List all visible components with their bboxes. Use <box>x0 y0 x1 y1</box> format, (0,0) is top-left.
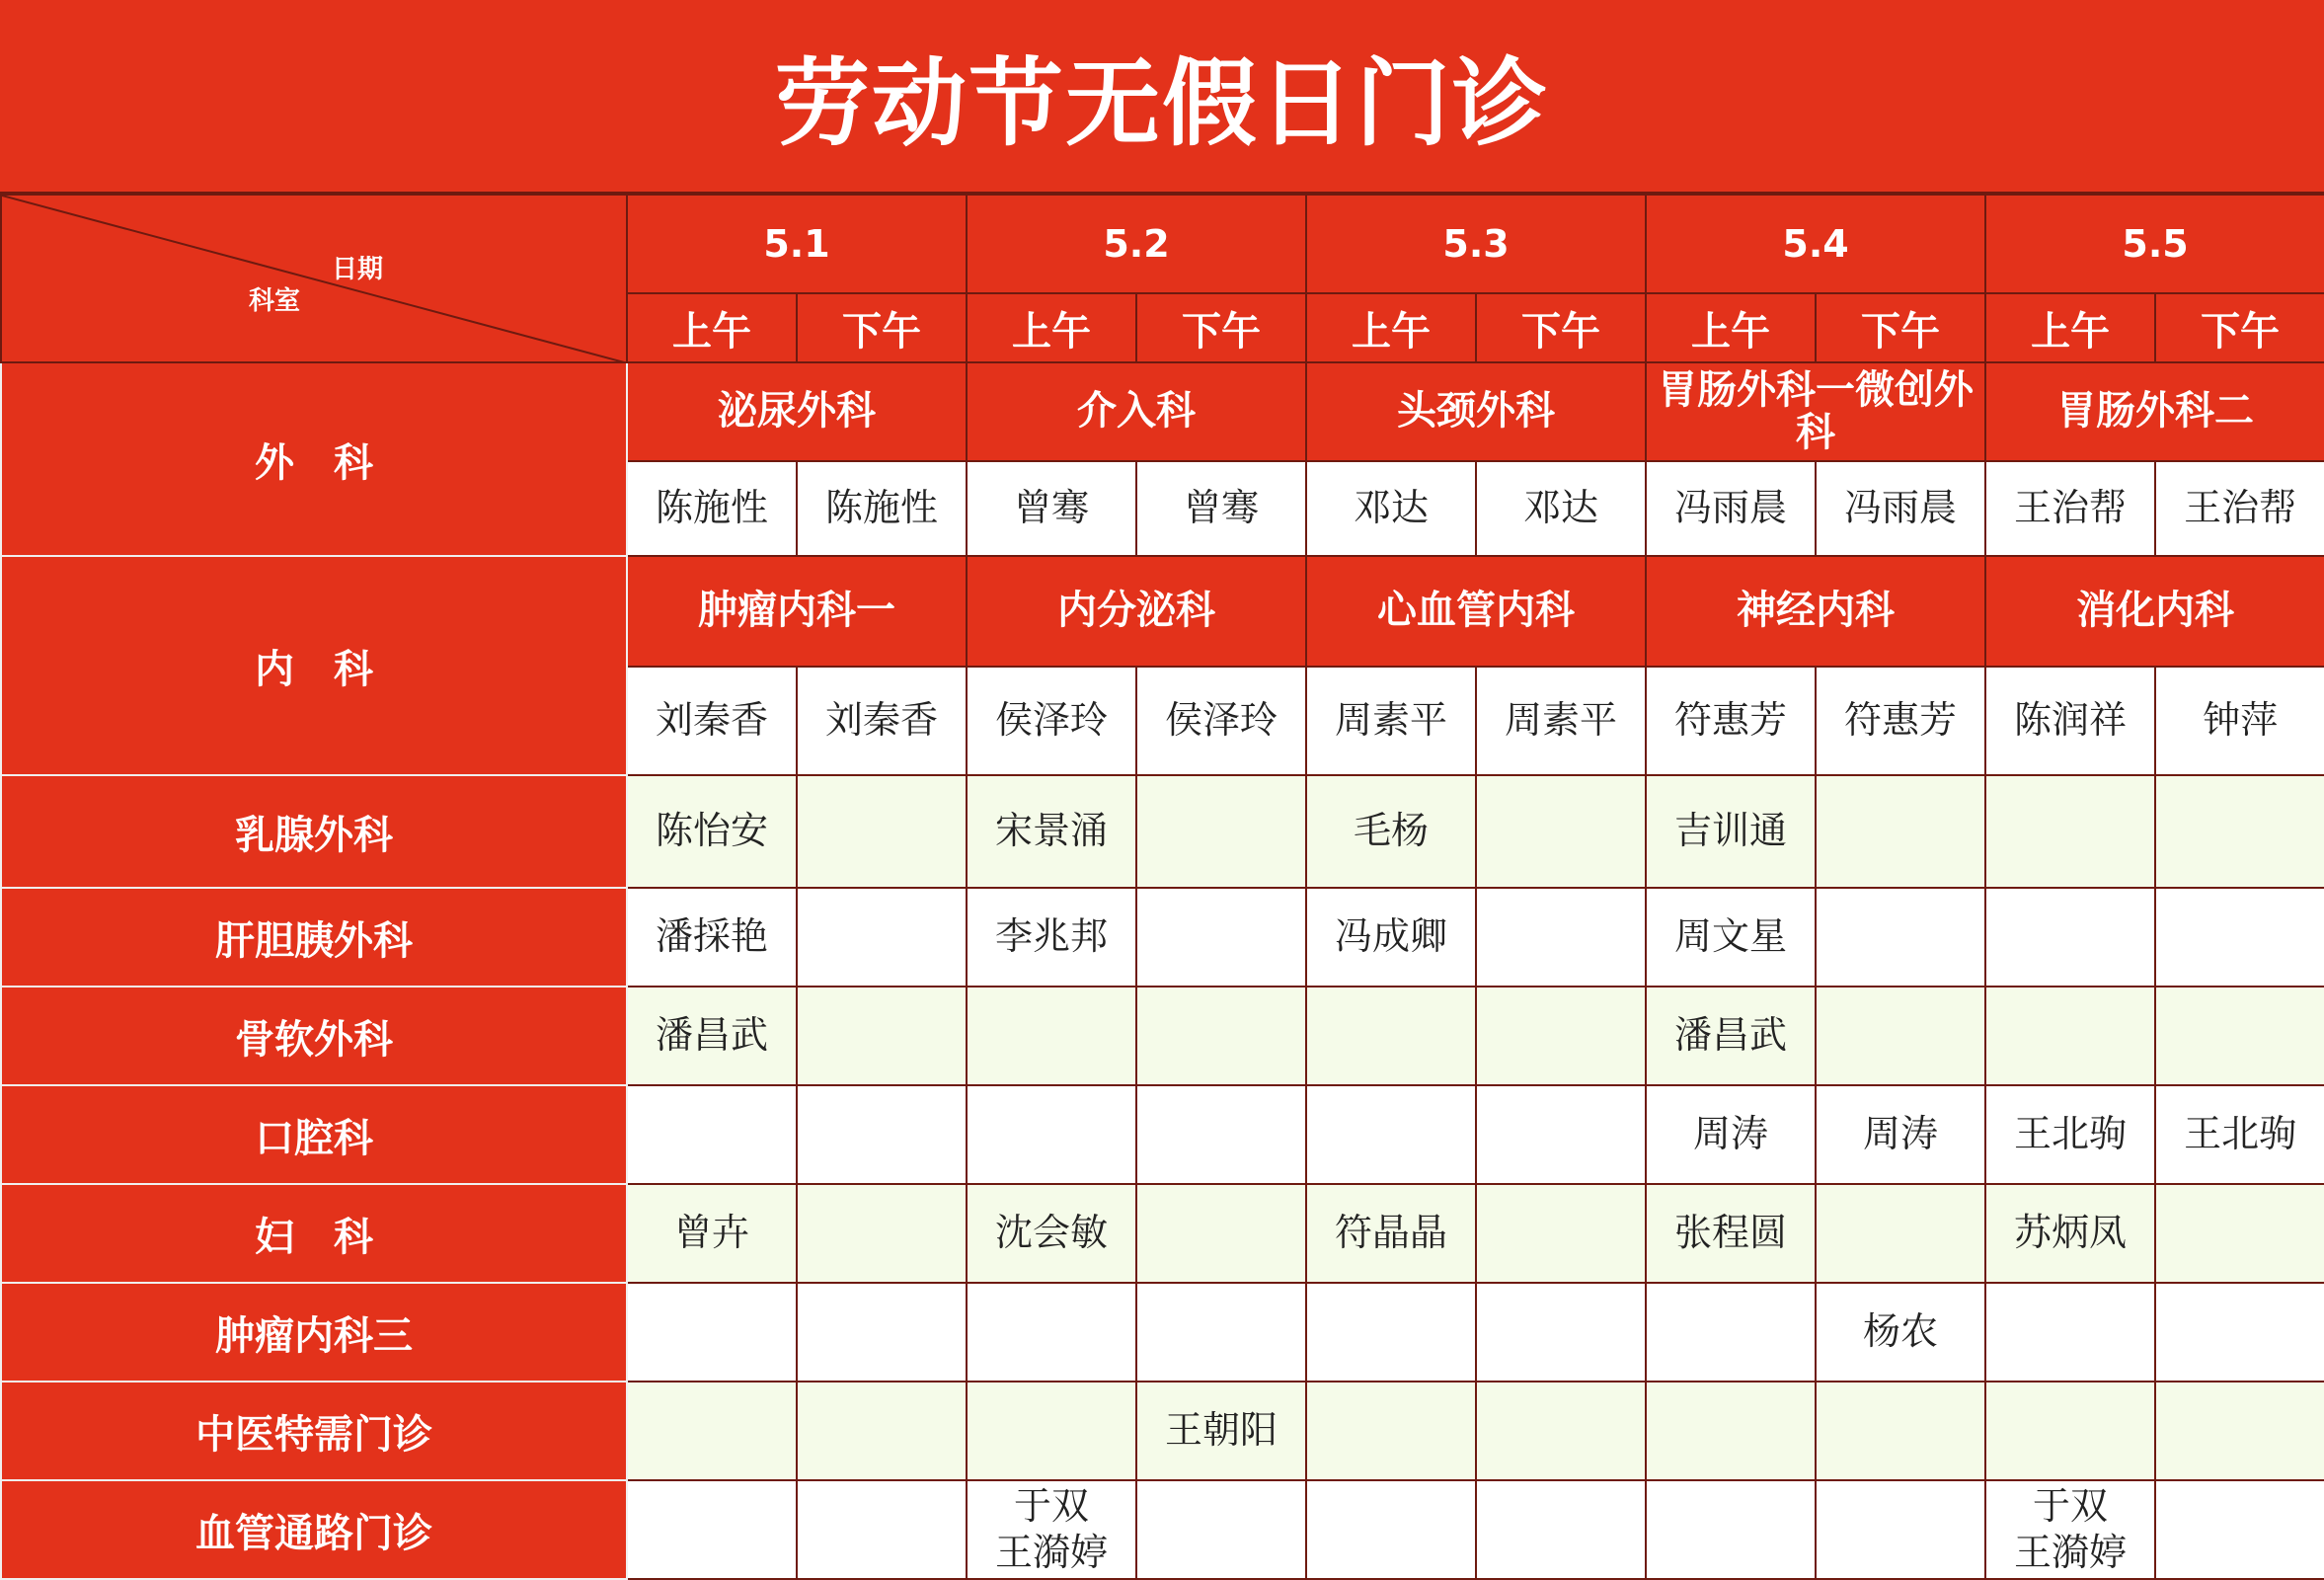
pm-header: 下午 <box>1816 293 1985 362</box>
doctor-cell <box>1646 1085 1816 1184</box>
doctor-name: 于双 <box>2033 1483 2109 1528</box>
doctor-cell <box>797 888 967 987</box>
doctor-cell <box>1476 1382 1646 1480</box>
doctor-cell <box>627 1184 797 1283</box>
date-header: 5.4 <box>1646 195 1985 293</box>
doctor-cell <box>967 1184 1136 1283</box>
am-header: 上午 <box>1985 293 2155 362</box>
doctor-cell <box>967 1382 1136 1480</box>
doctor-cell: 曾骞 <box>1136 461 1306 556</box>
doctor-name: 杨农 <box>1863 1309 1939 1354</box>
doctor-cell <box>967 775 1136 888</box>
doctor-cell <box>1816 888 1985 987</box>
department-header: 泌尿外科 <box>627 362 967 461</box>
doctor-cell <box>1136 775 1306 888</box>
doctor-cell: 符惠芳 <box>1646 667 1816 775</box>
doctor-name: 周涛 <box>1693 1112 1769 1156</box>
department-label: 口腔科 <box>1 1085 627 1184</box>
doctor-cell <box>797 1382 967 1480</box>
doctor-cell: 邓达 <box>1476 461 1646 556</box>
doctor-cell <box>1136 888 1306 987</box>
doctor-cell <box>1136 987 1306 1085</box>
doctor-cell <box>797 1480 967 1579</box>
doctor-name: 李兆邦 <box>995 914 1109 959</box>
doctor-cell: 陈施性 <box>627 461 797 556</box>
doctor-cell: 钟萍 <box>2155 667 2324 775</box>
doctor-cell: 陈施性 <box>797 461 967 556</box>
doctor-cell <box>1985 775 2155 888</box>
doctor-cell <box>627 775 797 888</box>
department-row <box>1 1184 2324 1283</box>
doctor-cell <box>1985 1085 2155 1184</box>
doctor-cell <box>2155 775 2324 888</box>
doctor-cell: 刘秦香 <box>627 667 797 775</box>
doctor-name: 冯成卿 <box>1335 914 1448 959</box>
doctor-name: 王漪婷 <box>2014 1531 2128 1574</box>
department-row <box>1 1085 2324 1184</box>
group-department-row <box>1 556 2324 667</box>
doctor-name: 王漪婷 <box>995 1531 1109 1574</box>
doctor-cell <box>1136 1283 1306 1382</box>
doctor-cell <box>1816 1480 1985 1579</box>
doctor-cell <box>2155 1480 2324 1579</box>
doctor-cell: 周素平 <box>1476 667 1646 775</box>
page-title: 劳动节无假日门诊 <box>0 0 2324 194</box>
doctor-name: 潘昌武 <box>655 1013 768 1058</box>
doctor-name: 苏炳凤 <box>2014 1211 2128 1255</box>
doctor-name: 周文星 <box>1674 914 1788 959</box>
department-label: 乳腺外科 <box>1 775 627 888</box>
doctor-cell <box>1306 775 1476 888</box>
pm-header: 下午 <box>797 293 967 362</box>
doctor-cell <box>967 888 1136 987</box>
doctor-cell <box>967 1085 1136 1184</box>
doctor-cell <box>1476 888 1646 987</box>
am-header: 上午 <box>967 293 1136 362</box>
doctor-cell <box>1136 1085 1306 1184</box>
doctor-cell <box>2155 1382 2324 1480</box>
doctor-cell <box>1306 1382 1476 1480</box>
doctor-cell <box>627 1085 797 1184</box>
doctor-cell <box>1476 775 1646 888</box>
corner-diagonal <box>2 196 627 362</box>
doctor-cell <box>1985 987 2155 1085</box>
doctor-cell <box>627 1480 797 1579</box>
doctor-cell <box>627 987 797 1085</box>
group-department-row <box>1 362 2324 461</box>
doctor-cell: 冯雨晨 <box>1816 461 1985 556</box>
doctor-cell <box>627 1283 797 1382</box>
doctor-cell <box>1476 1184 1646 1283</box>
doctor-cell: 刘秦香 <box>797 667 967 775</box>
doctor-cell <box>1985 1382 2155 1480</box>
department-row <box>1 1382 2324 1480</box>
am-header: 上午 <box>1306 293 1476 362</box>
department-row <box>1 1480 2324 1579</box>
doctor-cell <box>2155 1085 2324 1184</box>
schedule-table <box>0 194 2324 1580</box>
doctor-cell <box>627 1382 797 1480</box>
doctor-name: 潘昌武 <box>1674 1013 1788 1058</box>
doctor-cell <box>1816 1184 1985 1283</box>
doctor-cell: 曾骞 <box>967 461 1136 556</box>
department-label: 血管通路门诊 <box>1 1480 627 1579</box>
doctor-cell <box>1136 1480 1306 1579</box>
doctor-cell <box>2155 1184 2324 1283</box>
doctor-cell: 陈润祥 <box>1985 667 2155 775</box>
doctor-cell: 符惠芳 <box>1816 667 1985 775</box>
department-label: 中医特需门诊 <box>1 1382 627 1480</box>
doctor-name: 张程圆 <box>1674 1211 1788 1255</box>
doctor-cell <box>627 888 797 987</box>
doctor-cell <box>1646 1382 1816 1480</box>
doctor-cell: 侯泽玲 <box>1136 667 1306 775</box>
department-label: 肝胆胰外科 <box>1 888 627 987</box>
doctor-cell <box>967 1480 1136 1579</box>
doctor-name: 王朝阳 <box>1165 1408 1278 1453</box>
doctor-name: 曾卉 <box>673 1211 749 1255</box>
doctor-cell <box>797 987 967 1085</box>
doctor-cell: 侯泽玲 <box>967 667 1136 775</box>
doctor-cell <box>1306 1480 1476 1579</box>
doctor-name: 吉训通 <box>1674 809 1788 853</box>
date-header: 5.5 <box>1985 195 2324 293</box>
doctor-name: 王北驹 <box>2014 1112 2128 1156</box>
corner-header <box>1 195 627 362</box>
doctor-cell <box>2155 987 2324 1085</box>
date-header: 5.1 <box>627 195 967 293</box>
pm-header: 下午 <box>1136 293 1306 362</box>
doctor-cell <box>1646 1480 1816 1579</box>
doctor-cell: 冯雨晨 <box>1646 461 1816 556</box>
corner-date-label: 日期 <box>332 255 384 284</box>
doctor-cell <box>1816 775 1985 888</box>
doctor-cell <box>967 987 1136 1085</box>
doctor-cell <box>2155 888 2324 987</box>
doctor-cell <box>1306 1283 1476 1382</box>
doctor-cell <box>797 775 967 888</box>
doctor-cell <box>1985 888 2155 987</box>
doctor-cell <box>1816 1382 1985 1480</box>
doctor-cell <box>1306 1184 1476 1283</box>
am-header: 上午 <box>1646 293 1816 362</box>
doctor-cell <box>1476 1085 1646 1184</box>
corner-dept-label: 科室 <box>249 286 301 316</box>
doctor-cell: 邓达 <box>1306 461 1476 556</box>
doctor-cell <box>1476 1283 1646 1382</box>
department-row <box>1 987 2324 1085</box>
doctor-name: 毛杨 <box>1354 809 1430 853</box>
department-row <box>1 1283 2324 1382</box>
doctor-cell <box>1476 1480 1646 1579</box>
doctor-cell <box>797 1085 967 1184</box>
doctor-name: 于双 <box>1014 1483 1090 1528</box>
department-header: 消化内科 <box>1985 556 2324 667</box>
doctor-cell <box>1985 1283 2155 1382</box>
doctor-cell <box>1816 987 1985 1085</box>
doctor-cell <box>797 1184 967 1283</box>
department-header: 内分泌科 <box>967 556 1306 667</box>
doctor-cell: 王治帮 <box>1985 461 2155 556</box>
doctor-name: 陈怡安 <box>655 809 768 853</box>
doctor-name: 符晶晶 <box>1335 1211 1448 1255</box>
doctor-cell <box>1985 1184 2155 1283</box>
doctor-cell <box>1816 1085 1985 1184</box>
doctor-cell <box>1646 987 1816 1085</box>
doctor-cell <box>1306 1085 1476 1184</box>
am-header: 上午 <box>627 293 797 362</box>
doctor-name: 宋景涌 <box>995 809 1109 853</box>
department-header: 胃肠外科二 <box>1985 362 2324 461</box>
doctor-cell <box>1646 775 1816 888</box>
doctor-cell <box>1985 1480 2155 1579</box>
doctor-cell: 王治帮 <box>2155 461 2324 556</box>
department-header: 肿瘤内科一 <box>627 556 967 667</box>
doctor-cell <box>1306 888 1476 987</box>
department-label: 妇 科 <box>1 1184 627 1283</box>
doctor-cell <box>1136 1184 1306 1283</box>
doctor-name: 王北驹 <box>2184 1112 2297 1156</box>
doctor-name: 沈会敏 <box>995 1211 1109 1255</box>
doctor-cell <box>2155 1283 2324 1382</box>
doctor-cell <box>1476 987 1646 1085</box>
date-header-row <box>1 195 2324 293</box>
doctor-cell <box>1646 1283 1816 1382</box>
group-label: 内 科 <box>1 556 627 775</box>
doctor-name: 潘採艳 <box>655 914 768 959</box>
group-label: 外 科 <box>1 362 627 556</box>
date-header: 5.3 <box>1306 195 1646 293</box>
department-header: 头颈外科 <box>1306 362 1646 461</box>
doctor-cell <box>1816 1283 1985 1382</box>
doctor-cell <box>1306 987 1476 1085</box>
doctor-cell <box>967 1283 1136 1382</box>
doctor-cell <box>1136 1382 1306 1480</box>
department-row <box>1 775 2324 888</box>
doctor-name: 周涛 <box>1863 1112 1939 1156</box>
doctor-cell <box>1646 1184 1816 1283</box>
doctor-cell <box>1646 888 1816 987</box>
date-header: 5.2 <box>967 195 1306 293</box>
doctor-cell <box>797 1283 967 1382</box>
department-header: 胃肠外科一微创外科 <box>1646 362 1985 461</box>
department-header: 心血管内科 <box>1306 556 1646 667</box>
department-header: 神经内科 <box>1646 556 1985 667</box>
pm-header: 下午 <box>2155 293 2324 362</box>
doctor-cell: 周素平 <box>1306 667 1476 775</box>
department-row <box>1 888 2324 987</box>
department-header: 介入科 <box>967 362 1306 461</box>
department-label: 骨软外科 <box>1 987 627 1085</box>
pm-header: 下午 <box>1476 293 1646 362</box>
department-label: 肿瘤内科三 <box>1 1283 627 1382</box>
